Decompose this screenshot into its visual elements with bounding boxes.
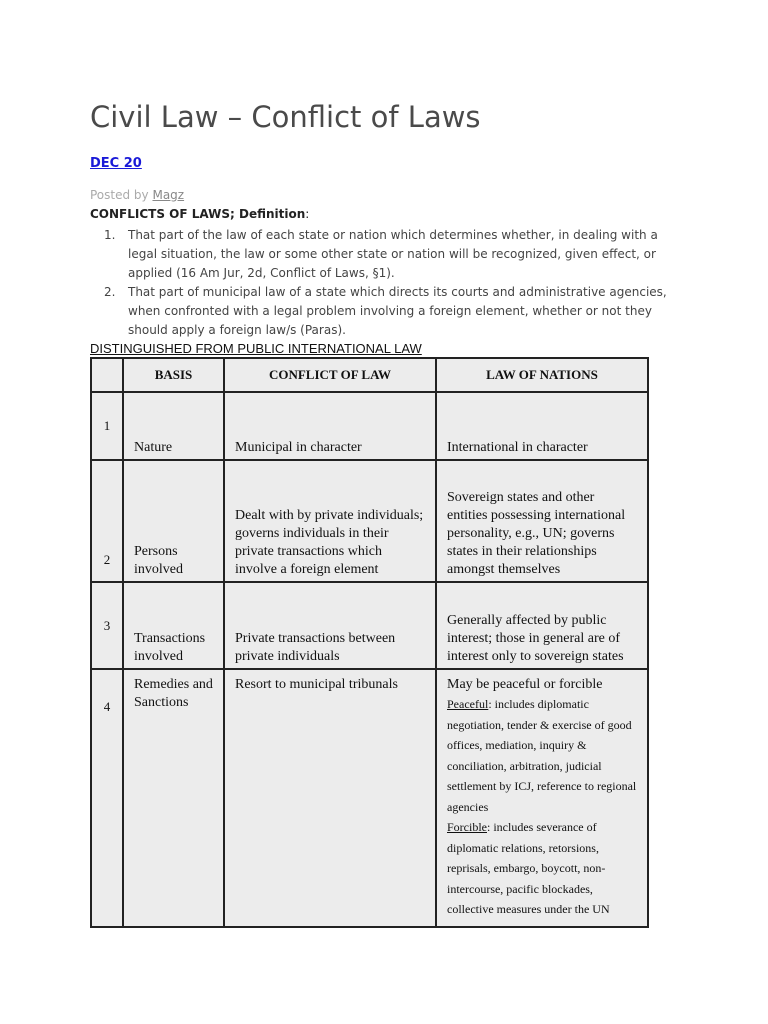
header-conflict-of-law: CONFLICT OF LAW [224,358,436,392]
forcible-label: Forcible [447,820,487,834]
cell-conflict: Dealt with by private individuals; governs individuals in their private transactions which involve a foreign element [224,460,436,582]
list-item-number: 1. [104,228,116,242]
cell-basis: Persons involved [123,460,224,582]
table-row [91,582,648,669]
comparison-heading: DISTINGUISHED FROM PUBLIC INTERNATIONAL LAW [90,341,422,356]
cell-nations [436,669,648,927]
cell-basis: Nature [123,392,224,460]
comparison-table [90,357,649,928]
table-header-row [91,358,648,392]
list-item-text: That part of the law of each state or nation which determines whether, in dealing with a legal situation, the law or some other state or nation will be recognized, given effect, or applied (16 Am Jur, 2d, Conflict of Laws, §1). [128,228,658,280]
forcible-text: : includes severance of diplomatic relations, retorsions, reprisals, embargo, boycott, non-intercourse, pacific blockades, collective measures under the UN [447,820,610,916]
nations-intro: May be peaceful or forcible [447,677,603,692]
forcible-remedies [447,817,637,920]
row-number: 2 [91,460,123,582]
cell-nations: Sovereign states and other entities possessing international personality, e.g., UN; governs states in their relationships amongst themselves [436,460,648,582]
peaceful-remedies [447,694,637,817]
definition-heading-bold: CONFLICTS OF LAWS; Definition [90,207,306,221]
cell-conflict: Municipal in character [224,392,436,460]
list-item-text: That part of municipal law of a state which directs its courts and administrative agencies, when confronted with a legal problem involving a foreign element, whether or not they should apply a foreign law/s (Paras). [128,285,667,337]
definition-list [90,226,680,340]
header-law-of-nations: LAW OF NATIONS [436,358,648,392]
header-blank [91,358,123,392]
cell-basis: Transactions involved [123,582,224,669]
list-item [90,283,680,340]
cell-nations: Generally affected by public interest; those in general are of interest only to sovereign states [436,582,648,669]
table-row [91,392,648,460]
definition-heading [90,207,309,221]
definition-heading-suffix: : [305,207,310,221]
list-item [90,226,680,283]
peaceful-text: : includes diplomatic negotiation, tender & exercise of good offices, mediation, inquiry & conciliation, arbitration, judicial settlement by ICJ, reference to regional agencies [447,697,637,814]
posted-by-label: Posted by [90,188,149,202]
post-title: Civil Law – Conflict of Laws [90,100,481,134]
row-number: 3 [91,582,123,669]
cell-basis: Remedies and Sanctions [123,669,224,927]
peaceful-label: Peaceful [447,697,489,711]
cell-conflict: Private transactions between private individuals [224,582,436,669]
table-row [91,669,648,927]
list-item-number: 2. [104,285,116,299]
post-date-link[interactable]: DEC 20 [90,156,142,171]
author-link[interactable]: Magz [152,188,185,202]
row-number: 4 [91,669,123,927]
post-byline [90,188,184,202]
row-number: 1 [91,392,123,460]
table-row [91,460,648,582]
cell-nations: International in character [436,392,648,460]
header-basis: BASIS [123,358,224,392]
cell-conflict: Resort to municipal tribunals [224,669,436,927]
